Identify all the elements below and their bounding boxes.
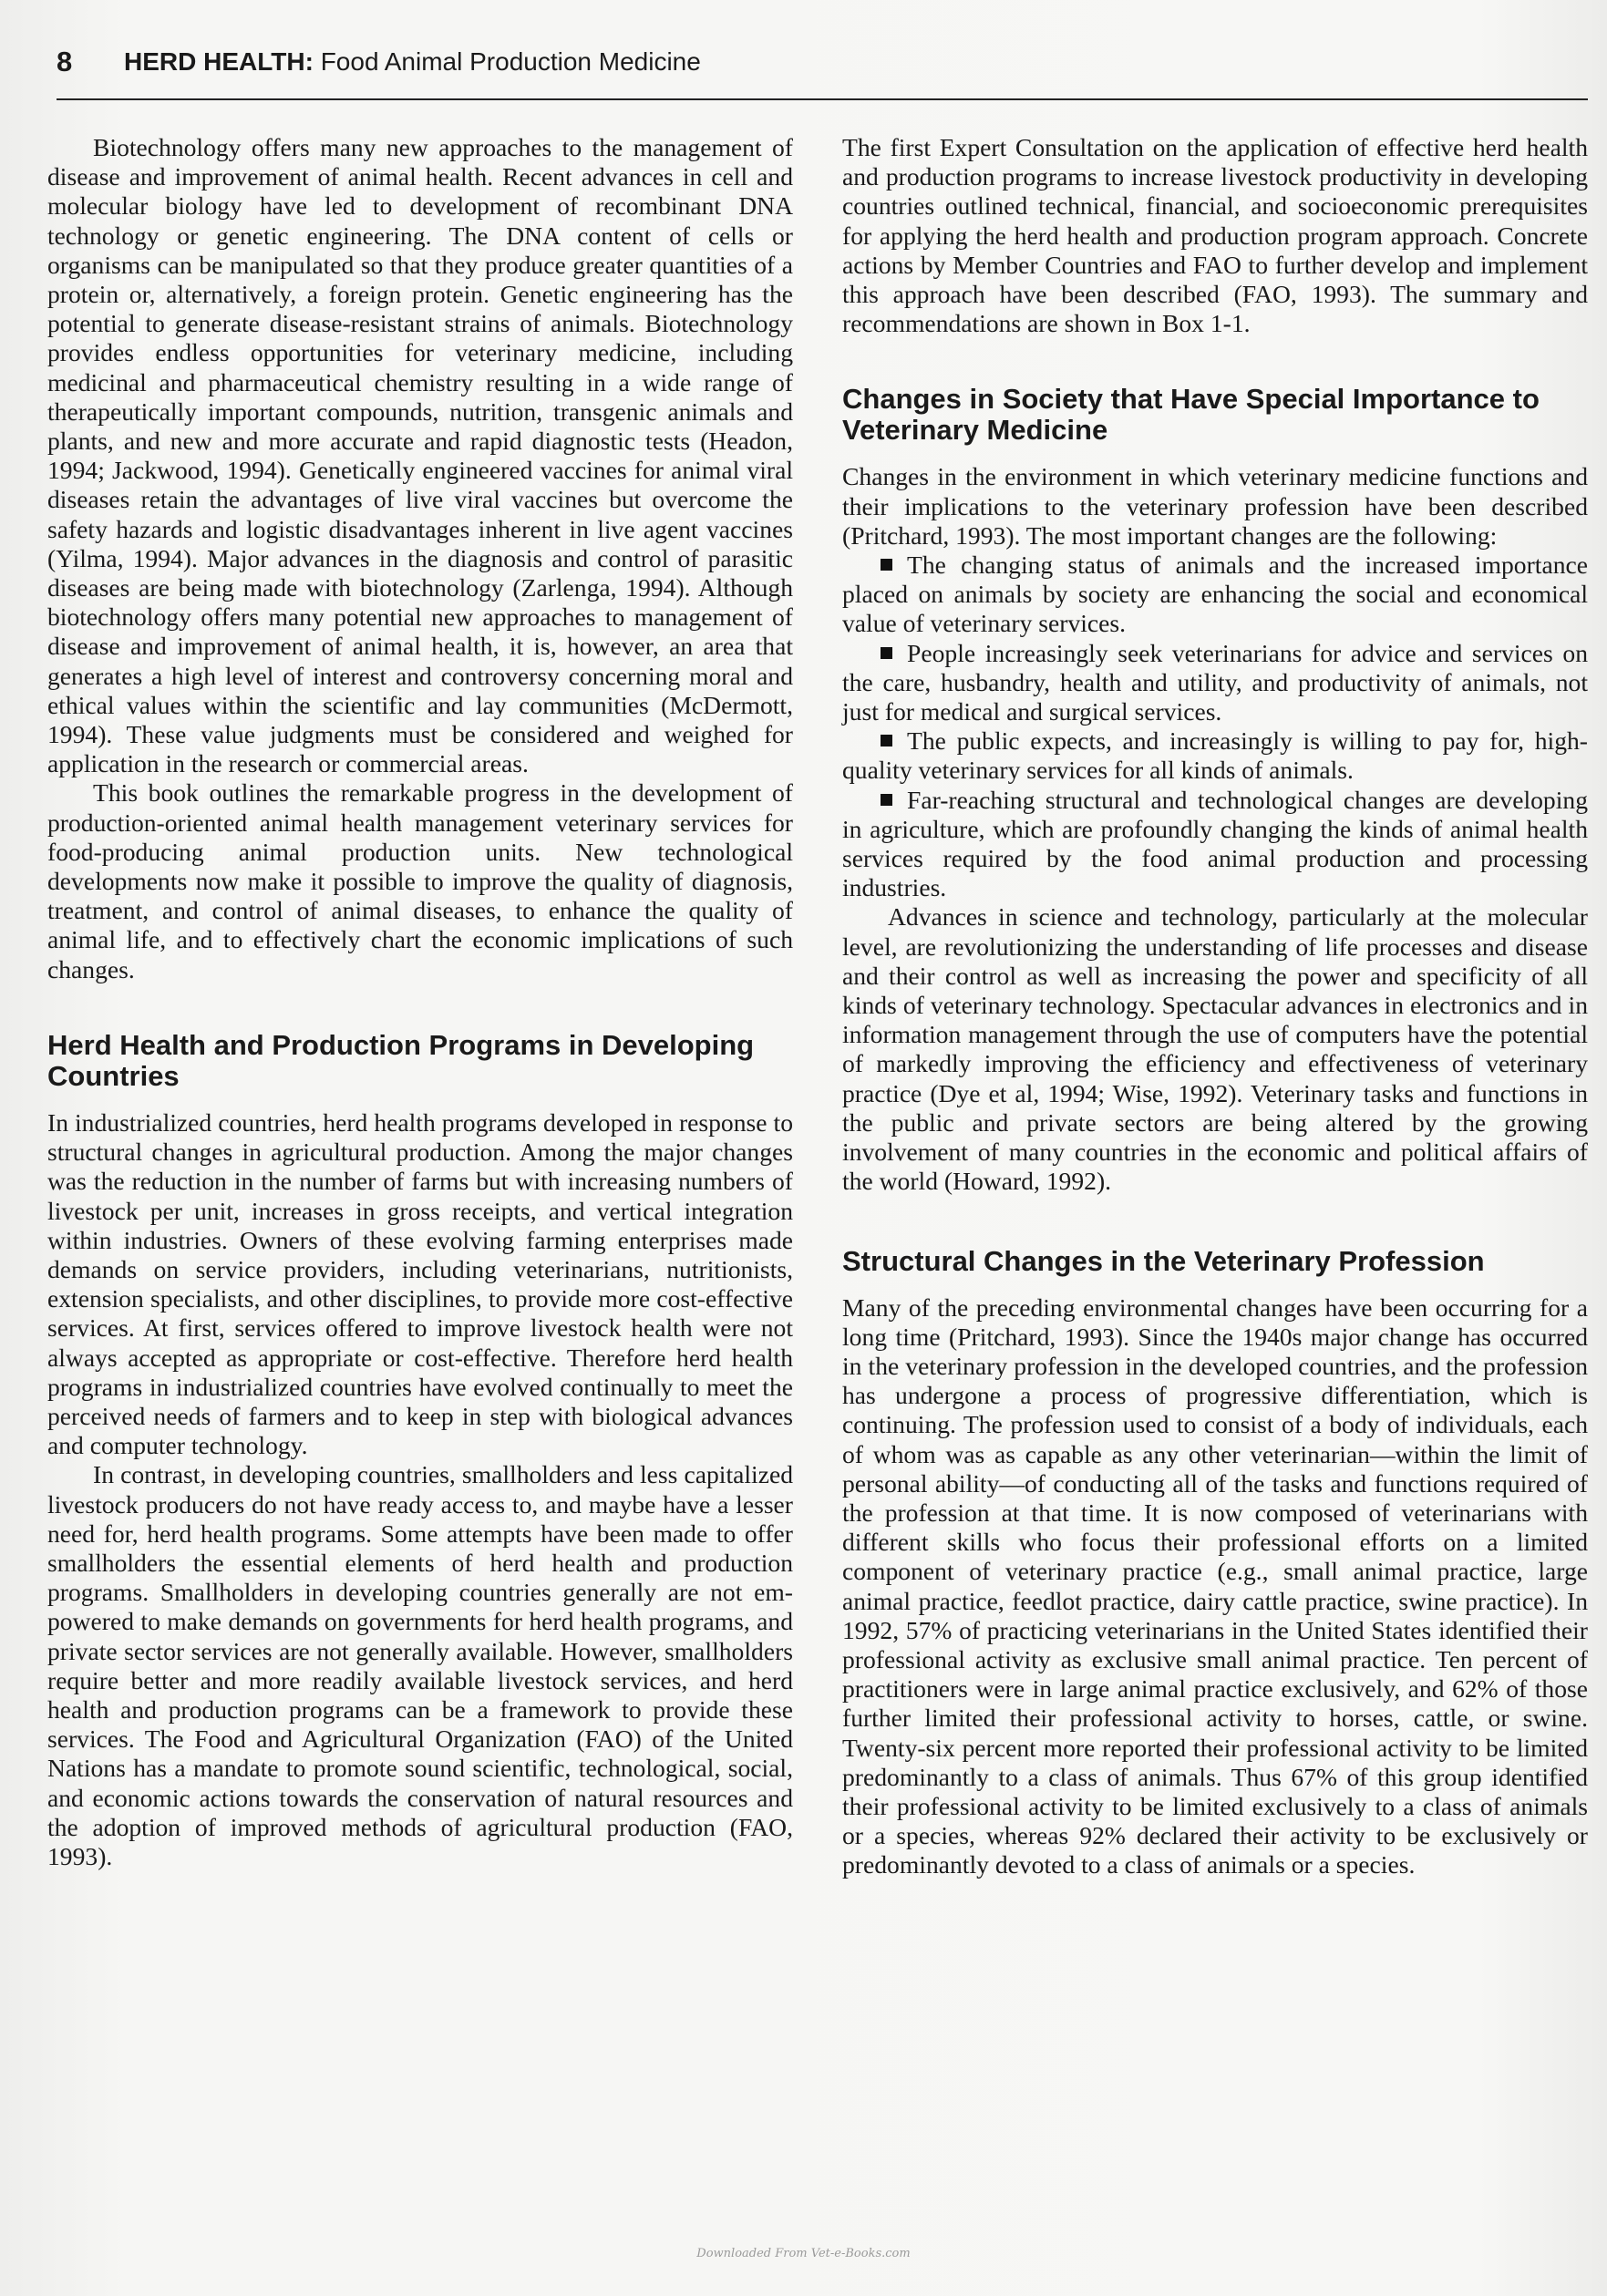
running-head-sub: Food Animal Production Medicine <box>313 47 701 76</box>
page-header <box>57 44 1588 98</box>
section-heading: Herd Health and Production Programs in Developing Countries <box>47 1028 755 1092</box>
paragraph: In industrialized countries, herd health programs developed in response to structural changes in agricultural production. Among the major changes was the reduction in the number of farms but with increasing numbers of livestock per unit, increases in gross receipts, and vertical integration within industries. Owners of these evolving farming enterprises made demands on service providers, including veterinarians, nutritionists, extension specialists, and other disciplines, to provide more cost-effective services. At first, services offered to improve livestock health were not always accepted as appropriate or cost-effective. Therefore herd health programs in industrialized countries have evolved continually to meet the perceived needs of farmers and to keep in step with biological advances and computer technology. <box>47 1107 793 1460</box>
square-bullet-icon <box>881 794 892 806</box>
running-head-main: HERD HEALTH: <box>124 47 314 76</box>
header-rule <box>57 98 1588 100</box>
paragraph: Changes in the environment in which veterinary medicine functions and their implications to the veterinary profession have been described (Pritchard, 1993). The most important changes are the following: <box>842 462 1588 550</box>
paragraph: Many of the preceding environmental changes have been occurring for a long time (Pritchard, 1993). Since the 1940s major change has occurred in the veterinary profession in the developed countries, and the profession has undergone a process of progressive differentiation, which is continuing. The profession used to consist of a body of individuals, each of whom was as capable as any other veterinarian—within the limit of personal ability—of conducting all of the tasks and functions required of the profession at that time. It is now composed of veterinarians with different skills who focus their professional efforts on a limited component of veterinary practice (e.g., small animal practice, large animal practice, feedlot practice, dairy cattle practice, swine practice). In 1992, 57% of practicing veterinarians in the United States identified their professional activity as exclusive small animal practice. Ten percent of practitioners were in large animal practice exclusively, and 62% of those further limited their professional activity to horses, cattle, or swine. Twenty-six percent more reported their professional activity to be limited predominantly to a class of animals. Thus 67% of this group identified their professional activity to be limited exclusively to a class of animals or a species, whereas 92% declared their activity to be exclusively or predominantly devoted to a class of animals or a species. <box>842 1292 1588 1879</box>
square-bullet-icon <box>881 735 892 746</box>
square-bullet-icon <box>881 559 892 571</box>
paragraph: The first Expert Consultation on the application of effective herd health and production programs to increase livestock productivity in developing countries outlined technical, financial, and socioeconomic prerequisites for applying the herd health and production program approach. Concrete actions by Member Countries and FAO to further develop and implement this approach have been described (FAO, 1993). The summary and recommendations are shown in Box 1-1. <box>842 133 1588 338</box>
bullet-item <box>842 639 1588 727</box>
bullet-item <box>842 726 1588 785</box>
bullet-text: Far-reaching structural and technological changes are developing in agriculture, which are profoundly changing the kinds of animal health services required by the food animal production and processing industries. <box>842 785 1588 902</box>
paragraph: In contrast, in developing countries, smallholders and less capitalized livestock producers do not have ready access to, and maybe have a lesser need for, herd health programs. Some attempts have been made to offer smallholders the essential elements of herd health and production programs. Smallholders in developing countries generally are not empowered to make demands on governments for herd health programs, and private sector services are not generally available. However, smallholders require better and more readily available livestock services, and herd health and production programs can be a framework to provide these services. The Food and Agricultural Organization (FAO) of the United Nations has a mandate to promote sound scientific, technological, social, and economic actions towards the conservation of natural resources and the adoption of improved methods of agricultural production (FAO, 1993). <box>47 1460 793 1870</box>
running-head <box>124 47 701 77</box>
bullet-item <box>842 786 1588 903</box>
left-column <box>47 133 793 2193</box>
section-heading: Changes in Society that Have Special Importance to Veterinary Medicine <box>842 383 1540 447</box>
paragraph: Biotechnology offers many new approaches to the management of disease and improvement of animal health. Recent advances in cell and molecular biology have led to development of recombinant DNA technology or genetic engineering. The DNA content of cells or organisms can be manipulated so that they produce greater quantities of a protein or, alternatively, a foreign protein. Genetic engineering has the potential to generate disease-resistant strains of animals. Biotechnology provides endless opportunities for veterinary medicine, including medicinal and pharmaceutical chemistry resulting in a wide range of therapeutically important compounds, nutrition, transgenic animals and plants, and new and more accurate and rapid diagnostic tests (Headon, 1994; Jackwood, 1994). Genetically engineered vaccines for animal viral diseases retain the advantages of live viral vaccines but overcome the safety hazards and logistic disadvantages inherent in live agent vaccines (Yilma, 1994). Major advances in the diagnosis and control of parasitic diseases are being made with biotechnology (Zarlenga, 1994). Although biotechnology offers many potential new approaches to management of disease and improvement of animal health, it is, however, an area that generates a high level of interest and controversy concerning moral and ethical values within the scientific and lay communities (McDermott, 1994). These value judgments must be considered and weighed for application in the research or commercial areas. <box>47 133 793 778</box>
bullet-text: The changing status of animals and the increased importance placed on animals by society are enhancing the social and economical value of veterinary services. <box>842 551 1588 638</box>
bullet-text: The public expects, and increasingly is willing to pay for, high-quality veterinary services for all kinds of animals. <box>842 726 1588 785</box>
page-number: 8 <box>57 46 73 77</box>
right-column <box>842 133 1588 2193</box>
bullet-item <box>842 551 1588 639</box>
paragraph: Advances in science and technology, particularly at the molecular level, are revolutionizing the understanding of life processes and disease and their control as well as increasing the power and specificity of all kinds of veterinary technology. Spectacular advances in electronics and in information management through the use of computers have the potential of markedly improving the efficiency and effectiveness of veterinary practice (Dye et al, 1994; Wise, 1992). Veterinary tasks and functions in the public and private sectors are being altered by the growing involvement of many countries in the economic and political affairs of the world (Howard, 1992). <box>842 902 1588 1196</box>
paragraph: This book outlines the remarkable progress in the development of production-oriented animal health management veterinary services for food-producing animal production units. New technological developments now make it possible to improve the quality of diagnosis, treatment, and control of animal diseases, to enhance the quality of animal life, and to effectively chart the economic implications of such changes. <box>47 778 793 983</box>
bullet-text: People increasingly seek veterinarians for advice and services on the care, husbandry, health and utility, and productivity of animals, not just for medical and surgical services. <box>842 638 1588 726</box>
download-watermark: Downloaded From Vet-e-Books.com <box>696 2247 911 2260</box>
square-bullet-icon <box>881 647 892 659</box>
section-heading: Structural Changes in the Veterinary Profession <box>842 1244 1485 1277</box>
